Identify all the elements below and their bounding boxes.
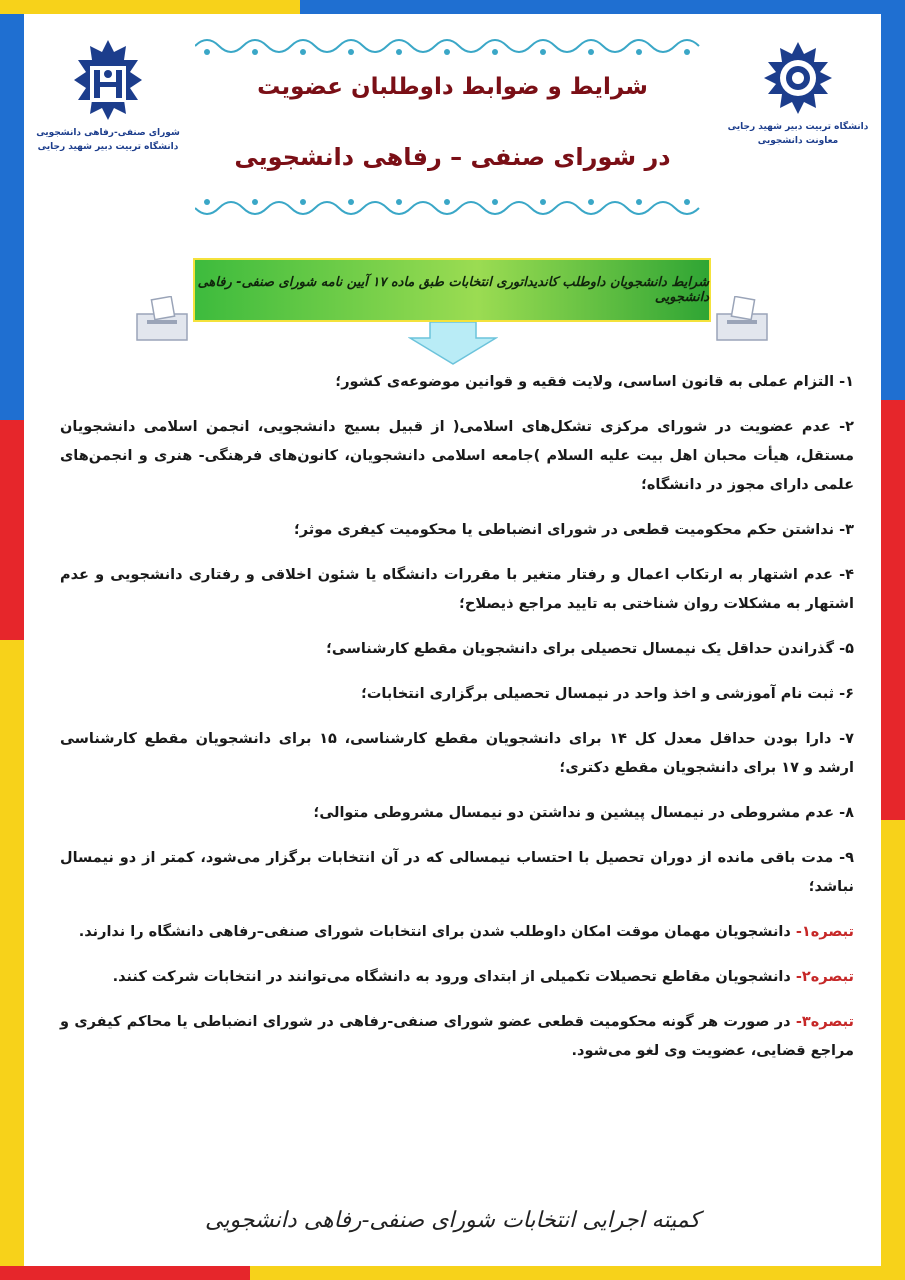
ballot-box-icon: [713, 296, 773, 342]
condition-item: ۹- مدت باقی مانده از دوران تحصیل با احتساب نیمسالی که در آن انتخابات برگزار می‌شود، کمتر از دو نیمسال نباشد؛: [60, 850, 854, 895]
condition-item: ۳- نداشتن حکم محکومیت قطعی در شورای انضباطی یا محکومیت کیفری موثر؛: [293, 522, 854, 538]
ornament-bottom: [195, 196, 710, 220]
note-text: در صورت هر گونه محکومیت قطعی عضو شورای صنفی-رفاهی در شورای انضباطی یا محاکم کیفری و مراجع قضایی، عضویت وی لغو می‌شود.: [60, 1014, 854, 1059]
criteria-banner-text: شرایط دانشجویان داوطلب کاندیداتوری انتخابات طبق ماده ۱۷ آیین نامه شورای صنفی- رفاهی دانشجویی: [197, 275, 709, 305]
note-label: تبصره۳-: [795, 1014, 854, 1030]
note-item: [60, 1008, 854, 1066]
condition-item: ۱- التزام عملی به قانون اساسی، ولایت فقیه و قوانین موضوعه‌ی کشور؛: [335, 374, 854, 390]
down-arrow-icon: [408, 322, 498, 366]
page-title-line1: شرایط و ضوابط داوطلبان عضویت: [257, 74, 648, 100]
note-text: دانشجویان مقاطع تحصیلات تکمیلی از ابتدای ورود به دانشگاه می‌توانند در انتخابات شرکت کنند.: [112, 969, 796, 985]
frame-left-red: [0, 420, 24, 640]
condition-item: ۲- عدم عضویت در شورای مرکزی تشکل‌های اسلامی( از قبیل بسیج دانشجویی، انجمن اسلامی دانشجویان مستقل، هیأت محبان اهل بیت علیه السلام )جامعه اسلامی دانشجویان، کانون‌های فرهنگی- هنری و انجمن‌های علمی دارای مجوز در دانشگاه؛: [60, 419, 854, 493]
logo-right-line1: دانشگاه تربیت دبیر شهید رجایی: [727, 122, 869, 132]
condition-item: ۶- ثبت نام آموزشی و اخذ واحد در نیمسال تحصیلی برگزاری انتخابات؛: [361, 686, 854, 702]
footer-signature: کمیته اجرایی انتخابات شورای صنفی-رفاهی دانشجویی: [205, 1208, 700, 1233]
condition-item: ۴- عدم اشتهار به ارتکاب اعمال و رفتار متغیر با مقررات دانشگاه یا شئون اخلاقی و رفتاری دانشجویی و عدم اشتهار به مشکلات روان شناختی به تایید مراجع ذیصلاح؛: [60, 567, 854, 612]
note-label: تبصره۲-: [795, 969, 854, 985]
frame-bottom-red: [0, 1266, 250, 1280]
logo-left-line1: شورای صنفی-رفاهی دانشجویی: [36, 128, 180, 138]
frame-right-blue: [881, 0, 905, 420]
logo-right-line2: معاونت دانشجویی: [757, 136, 839, 146]
frame-right-red: [881, 400, 905, 820]
page-title-line2: در شورای صنفی – رفاهی دانشجویی: [234, 143, 671, 171]
logo-left-line2: دانشگاه تربیت دبیر شهید رجایی: [37, 142, 179, 152]
frame-top-blue: [300, 0, 905, 14]
note-item: [60, 918, 854, 947]
condition-item: ۸- عدم مشروطی در نیمسال پیشین و نداشتن دو نیمسال مشروطی متوالی؛: [313, 805, 854, 821]
note-text: دانشجویان مهمان موقت امکان داوطلب شدن برای انتخابات شورای صنفی–رفاهی دانشگاه را ندارند.: [78, 924, 796, 940]
ballot-box-icon: [133, 296, 193, 342]
note-label: تبصره۱-: [795, 924, 854, 940]
ornament-top: [195, 34, 710, 58]
conditions-list: [60, 368, 854, 1082]
note-item: [60, 963, 854, 992]
condition-item: ۵- گذراندن حداقل یک نیمسال تحصیلی برای دانشجویان مقطع کارشناسی؛: [326, 641, 854, 657]
condition-item: ۷- دارا بودن حداقل معدل کل ۱۴ برای دانشجویان مقطع کارشناسی، ۱۵ برای دانشجویان مقطع کارشناسی ارشد و ۱۷ برای دانشجویان مقطع دکتری؛: [60, 731, 854, 776]
criteria-banner: [193, 258, 711, 322]
